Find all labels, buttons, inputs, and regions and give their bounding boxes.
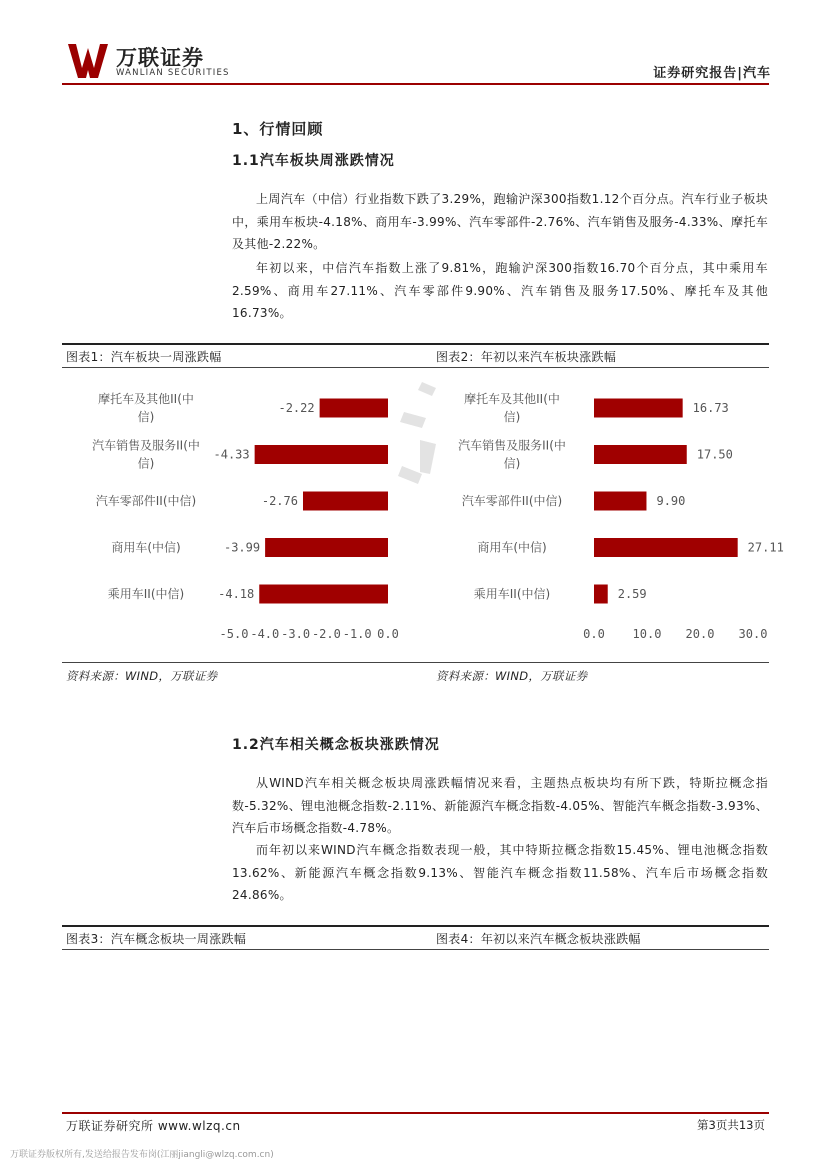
axis-tick-label: 0.0 — [377, 627, 399, 641]
data-label: -3.99 — [223, 540, 261, 555]
data-label: -4.33 — [213, 447, 250, 462]
axis-tick-label: -2.0 — [311, 627, 341, 641]
axis-tick-label: 20.0 — [685, 627, 715, 641]
data-label: 2.59 — [617, 587, 647, 601]
category-label: 信) — [503, 410, 521, 424]
category-label: 信) — [503, 456, 521, 471]
logo-english-name: WANLIAN SECURITIES — [116, 68, 230, 78]
figure-2-source: 资料来源：WIND，万联证券 — [436, 669, 588, 683]
data-label: -4.18 — [218, 587, 255, 601]
figure-1-title: 图表1：汽车板块一周涨跌幅 — [66, 350, 222, 364]
figure-row-source-line — [62, 662, 769, 663]
data-label: 16.73 — [692, 401, 729, 415]
header-divider — [62, 83, 769, 85]
figure-row-title-line — [62, 367, 769, 368]
footer-copyright: 万联证券版权所有,发送给报告发布岗(江丽jiangli@wlzq.com.cn) — [10, 1150, 274, 1160]
paragraph-ytd-performance: 年初以来，中信汽车指数上涨了9.81%，跑输沪深300指数16.70个百分点，其中乘用车2.59%、商用车27.11%、汽车零部件9.90%、汽车销售及服务17.50%、摩托车及其他16.73%。 — [232, 261, 768, 320]
report-type-label: 证券研究报告|汽车 — [653, 66, 771, 81]
bar — [265, 538, 388, 557]
data-label: -2.22 — [278, 401, 315, 415]
axis-tick-label: 0.0 — [583, 627, 605, 641]
category-label: 商用车(中信) — [111, 540, 181, 555]
figure-3-title: 图表3：汽车概念板块一周涨跌幅 — [66, 932, 247, 946]
bar — [594, 492, 646, 511]
bar — [594, 399, 683, 418]
axis-tick-label: 10.0 — [632, 627, 662, 641]
bar — [259, 585, 388, 604]
logo-chinese-name: 万联证券 — [116, 46, 204, 70]
paragraph-concept-weekly: 从WIND汽车相关概念板块周涨跌幅情况来看，主题热点板块均有所下跌，特斯拉概念指数-5.32%、锂电池概念指数-2.11%、新能源汽车概念指数-4.05%、智能汽车概念指数-3.93%、汽车后市场概念指数-4.78%。 — [232, 776, 768, 835]
data-label: 17.50 — [696, 447, 733, 462]
data-label: 9.90 — [656, 494, 686, 508]
category-label: 摩托车及其他II(中 — [464, 392, 560, 406]
axis-tick-label: -5.0 — [219, 627, 249, 641]
footer-divider — [62, 1112, 769, 1114]
wanlian-logo-icon — [68, 44, 108, 78]
paragraph-concept-ytd: 而年初以来WIND汽车概念指数表现一般，其中特斯拉概念指数15.45%、锂电池概念指数13.62%、新能源汽车概念指数9.13%、智能汽车概念指数11.58%、汽车后市场概念指数24.86%。 — [232, 843, 768, 902]
bar — [594, 445, 687, 464]
category-label: 汽车销售及服务II(中 — [92, 438, 200, 453]
chart-weekly-change — [62, 372, 402, 657]
bar — [320, 399, 388, 418]
paragraph-weekly-performance: 上周汽车（中信）行业指数下跌了3.29%，跑输沪深300指数1.12个百分点。汽车行业子板块中，乘用车板块-4.18%、商用车-3.99%、汽车零部件-2.76%、汽车销售及服务-4.33%、摩托车及其他-2.22%。 — [232, 192, 768, 251]
bar — [594, 585, 608, 604]
axis-tick-label: 30.0 — [738, 627, 768, 641]
section-1-title: 1、行情回顾 — [232, 120, 324, 138]
category-label: 商用车(中信) — [477, 540, 547, 555]
category-label: 信) — [137, 456, 155, 471]
figure-1-source: 资料来源：WIND，万联证券 — [66, 669, 218, 683]
bar — [255, 445, 388, 464]
category-label: 摩托车及其他II(中 — [98, 392, 194, 406]
data-label: -2.76 — [261, 494, 298, 508]
section-1-1-title: 1.1汽车板块周涨跌情况 — [232, 153, 395, 169]
footer-institute: 万联证券研究所 www.wlzq.cn — [66, 1119, 241, 1133]
figure-2-title: 图表2：年初以来汽车板块涨跌幅 — [436, 350, 617, 364]
figure-row-top-line — [62, 343, 769, 345]
category-label: 乘用车II(中信) — [107, 587, 185, 601]
axis-tick-label: -4.0 — [250, 627, 280, 641]
figure-row2-top-line — [62, 925, 769, 927]
section-1-2-title: 1.2汽车相关概念板块涨跌情况 — [232, 737, 440, 753]
chart-ytd-change — [432, 372, 784, 657]
bar — [594, 538, 738, 557]
category-label: 汽车零部件II(中信) — [95, 494, 197, 508]
watermark-graphic — [392, 378, 452, 498]
footer-page-number: 第3页共13页 — [697, 1118, 765, 1132]
category-label: 信) — [137, 410, 155, 424]
category-label: 汽车零部件II(中信) — [461, 494, 563, 508]
figure-4-title: 图表4：年初以来汽车概念板块涨跌幅 — [436, 932, 641, 946]
bar — [303, 492, 388, 511]
figure-row2-title-line — [62, 949, 769, 950]
category-label: 汽车销售及服务II(中 — [458, 438, 566, 453]
category-label: 乘用车II(中信) — [473, 587, 551, 601]
data-label: 27.11 — [747, 540, 784, 555]
axis-tick-label: -1.0 — [342, 627, 372, 641]
axis-tick-label: -3.0 — [281, 627, 311, 641]
